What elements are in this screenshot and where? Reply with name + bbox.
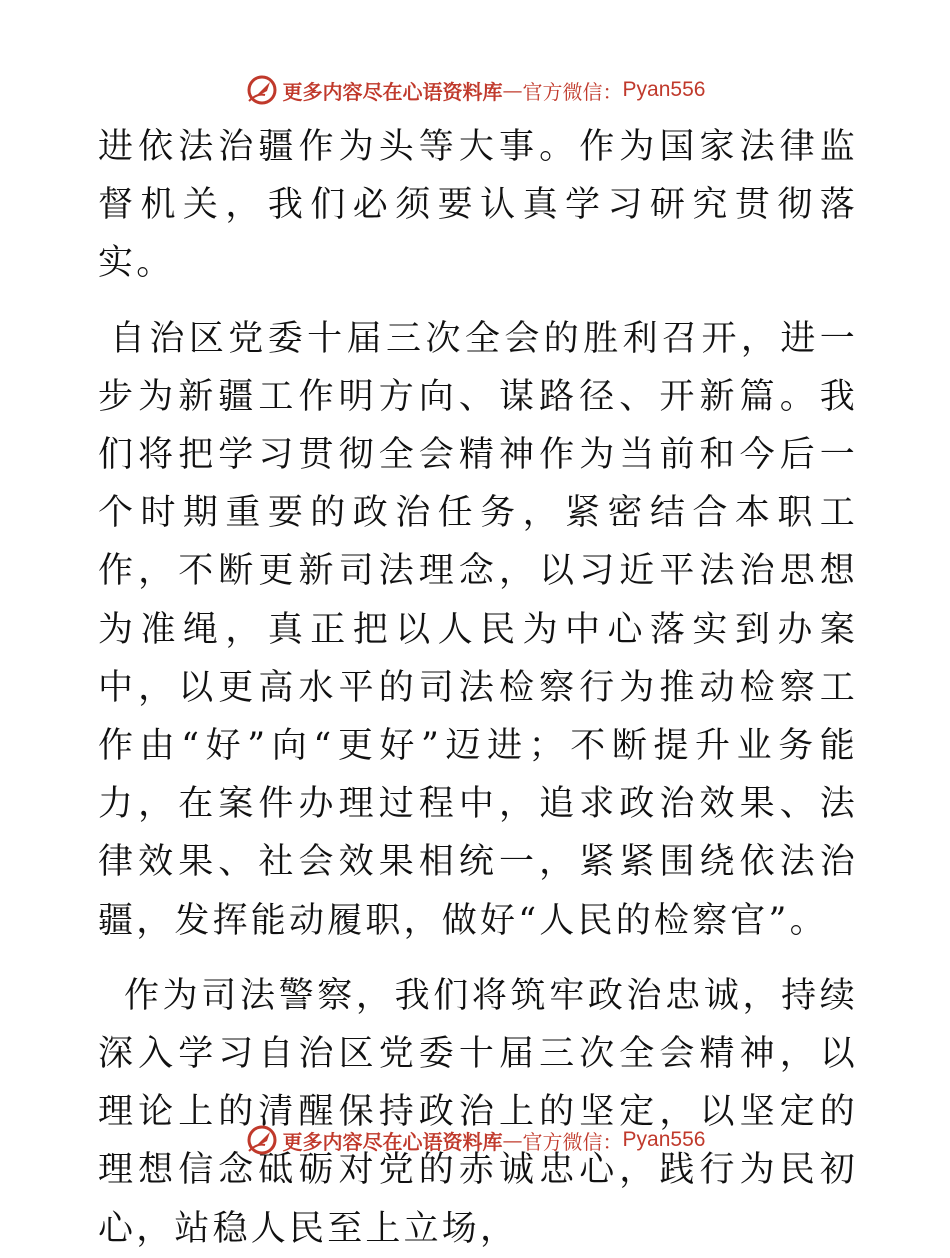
paragraph-3: 作为司法警察，我们将筑牢政治忠诚，持续深入学习自治区党委十届三次全会精神，以理论上的清醒保持政治上的坚定，以坚定的理想信念砥砺对党的赤诚忠心，践行为民初心，站稳人民至上立场，: [98, 975, 858, 1249]
header-watermark-banner: [0, 70, 950, 110]
banner-wechat-id: Pyan556: [622, 78, 706, 101]
document-body: [98, 118, 858, 1258]
banner-ad-text: 更多内容尽在心语资料库: [282, 1129, 503, 1154]
paragraph-2: 自治区党委十届三次全会的胜利召开，进一步为新疆工作明方向、谋路径、开新篇。我们将把学习贯彻全会精神作为当前和今后一个时期重要的政治任务，紧密结合本职工作，不断更新司法理念，以习近平法治思想为准绳，真正把以人民为中心落实到办案中，以更高水平的司法检察行为推动检察工作由“好”向“更好”迈进；不断提升业务能力，在案件办理过程中，追求政治效果、法律效果、社会效果相统一，紧紧围绕依法治疆，发挥能动履职，做好“人民的检察官”。: [98, 318, 858, 941]
banner-separator: —: [502, 1128, 523, 1152]
banner-wechat-label: 官方微信：: [522, 79, 623, 104]
banner-separator: —: [502, 78, 523, 102]
feather-pen-icon: [245, 1123, 279, 1157]
paragraph-1: 进依法治疆作为头等大事。作为国家法律监督机关，我们必须要认真学习研究贯彻落实。: [98, 127, 858, 284]
footer-watermark-banner: [0, 1120, 950, 1160]
banner-wechat-id: Pyan556: [622, 1128, 706, 1151]
feather-pen-icon: [245, 73, 279, 107]
banner-wechat-label: 官方微信：: [522, 1129, 623, 1154]
banner-ad-text: 更多内容尽在心语资料库: [282, 79, 503, 104]
